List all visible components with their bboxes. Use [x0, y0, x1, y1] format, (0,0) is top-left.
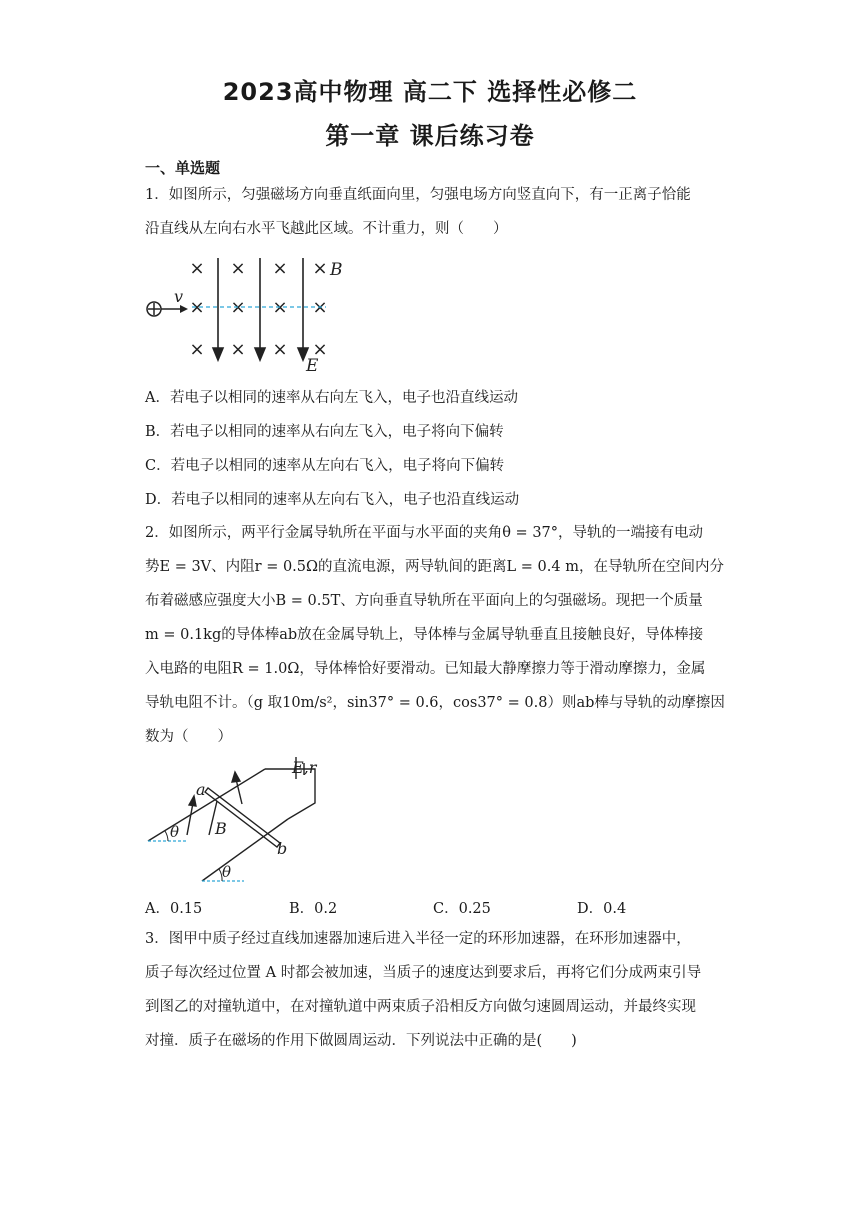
electric-field-label: E [306, 356, 319, 374]
q2-option-d: D．0.4 [577, 901, 627, 917]
q2-option-b: B．0.2 [289, 901, 338, 917]
q3-text-line-4: 对撞．质子在磁场的作用下做圆周运动．下列说法中正确的是( ) [145, 1033, 577, 1049]
svg-text:×: × [230, 297, 246, 318]
magnetic-field-label: B [330, 260, 343, 280]
q2-text-line-6: 导轨电阻不计。（g 取10m/s²，sin37° = 0.6，cos37° = 0.8）则ab棒与导轨的动摩擦因 [145, 695, 725, 711]
velocity-label: v [174, 287, 184, 306]
svg-text:×: × [312, 339, 328, 360]
svg-text:×: × [189, 339, 205, 360]
svg-text:×: × [189, 258, 205, 279]
q3-text-line-1: 3．图甲中质子经过直线加速器加速后进入半径一定的环形加速器，在环形加速器中， [145, 931, 691, 947]
svg-text:×: × [312, 297, 328, 318]
q2-option-c: C．0.25 [433, 901, 491, 917]
svg-text:×: × [272, 297, 288, 318]
q1-field-figure [140, 252, 360, 374]
q1-text-line-1: 1．如图所示，匀强磁场方向垂直纸面向里，匀强电场方向竖直向下，有一正离子恰能 [145, 187, 691, 203]
q3-text-line-3: 到图乙的对撞轨道中，在对撞轨道中两束质子沿相反方向做匀速圆周运动，并最终实现 [145, 999, 696, 1015]
rod-end-a-label: a [196, 780, 206, 799]
svg-text:×: × [272, 339, 288, 360]
q2-text-line-4: m = 0.1kg的导体棒ab放在金属导轨上，导体棒与金属导轨垂直且接触良好，导体棒接 [145, 627, 704, 643]
q1-option-a: A．若电子以相同的速率从右向左飞入，电子也沿直线运动 [145, 390, 518, 406]
svg-text:×: × [312, 258, 328, 279]
q1-option-c: C．若电子以相同的速率从左向右飞入，电子将向下偏转 [145, 458, 505, 474]
angle-theta-1-label: θ [170, 823, 180, 841]
q2-text-line-7: 数为（ ） [145, 729, 232, 745]
svg-text:×: × [272, 258, 288, 279]
svg-text:×: × [230, 258, 246, 279]
q2-option-a: A．0.15 [145, 901, 203, 917]
document-subtitle: 第一章 课后练习卷 [325, 122, 535, 150]
svg-text:×: × [189, 297, 205, 318]
q1-text-line-2: 沿直线从左向右水平飞越此区域。不计重力，则（ ） [145, 221, 508, 237]
q2-rail-figure [140, 755, 340, 890]
source-label: E,r [292, 758, 317, 777]
q3-text-line-2: 质子每次经过位置 A 时都会被加速，当质子的速度达到要求后，再将它们分成两束引导 [145, 965, 702, 981]
field-b-label: B [215, 819, 227, 838]
q2-text-line-3: 布着磁感应强度大小B = 0.5T、方向垂直导轨所在平面向上的匀强磁场。现把一个质量 [145, 593, 703, 609]
q1-option-d: D．若电子以相同的速率从左向右飞入，电子也沿直线运动 [145, 492, 520, 508]
q2-text-line-5: 入电路的电阻R = 1.0Ω，导体棒恰好要滑动。已知最大静摩擦力等于滑动摩擦力，金属 [145, 661, 706, 677]
section-heading: 一、单选题 [145, 159, 221, 177]
rod-end-b-label: b [277, 839, 288, 858]
svg-text:×: × [230, 339, 246, 360]
document-title: 2023高中物理 高二下 选择性必修二 [222, 78, 638, 106]
angle-theta-2-label: θ [222, 863, 232, 881]
q2-text-line-1: 2．如图所示，两平行金属导轨所在平面与水平面的夹角θ = 37°，导轨的一端接有电动 [145, 525, 704, 541]
q2-text-line-2: 势E = 3V、内阻r = 0.5Ω的直流电源，两导轨间的距离L = 0.4 m，在导轨所在空间内分 [145, 559, 724, 575]
q1-option-b: B．若电子以相同的速率从右向左飞入，电子将向下偏转 [145, 424, 504, 440]
